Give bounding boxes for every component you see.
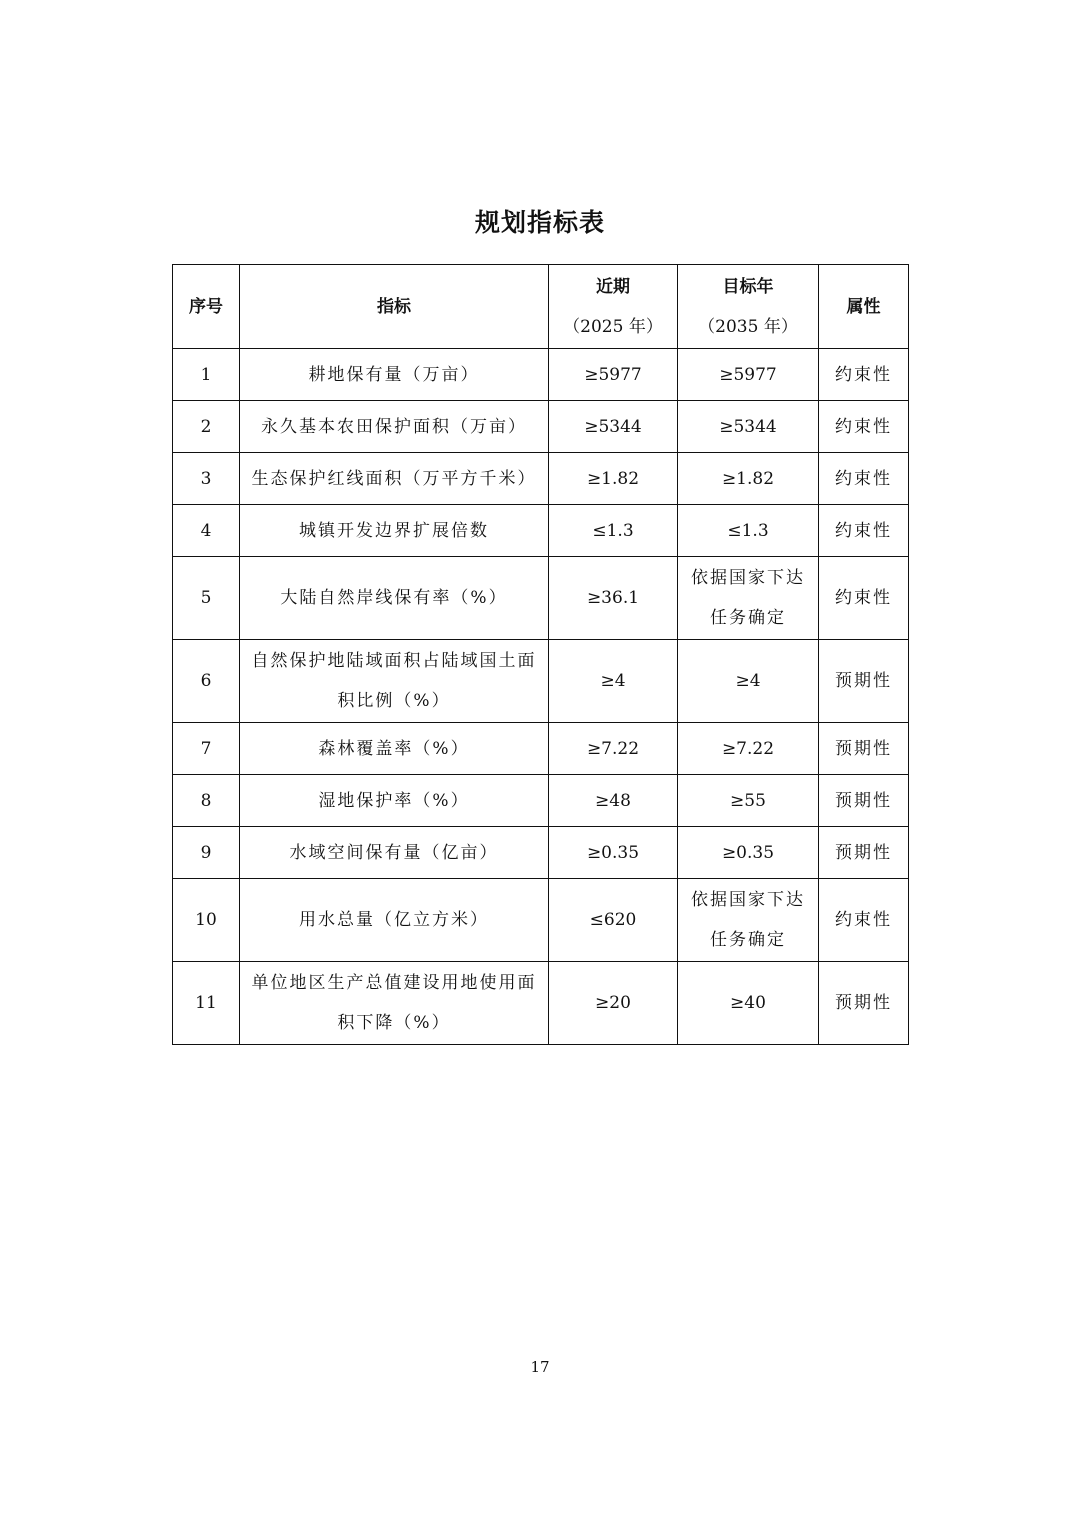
header-target-year-label: 目标年 xyxy=(722,276,774,297)
row-near-term: ≥5977 xyxy=(549,349,678,401)
row-no: 6 xyxy=(173,640,240,723)
row-no: 8 xyxy=(173,775,240,827)
header-near-term-year: （2025 年） xyxy=(563,316,663,337)
header-no: 序号 xyxy=(173,265,240,349)
row-near-term: ≥1.82 xyxy=(549,453,678,505)
row-target: ≥40 xyxy=(678,962,819,1045)
planning-indicator-table xyxy=(172,264,909,1045)
row-near-term: ≥36.1 xyxy=(549,557,678,640)
row-no: 11 xyxy=(173,962,240,1045)
table-row xyxy=(173,962,909,1045)
row-no: 7 xyxy=(173,723,240,775)
row-target: 依据国家下达任务确定 xyxy=(678,879,819,962)
row-target: ≥5344 xyxy=(678,401,819,453)
table-row xyxy=(173,879,909,962)
header-near-term xyxy=(549,265,678,349)
page-number: 17 xyxy=(530,1358,550,1376)
row-target: ≤1.3 xyxy=(678,505,819,557)
row-attribute: 约束性 xyxy=(819,557,909,640)
row-target: ≥4 xyxy=(678,640,819,723)
row-indicator: 城镇开发边界扩展倍数 xyxy=(240,505,549,557)
table-row xyxy=(173,640,909,723)
table-header-row xyxy=(173,265,909,349)
row-near-term: ≤1.3 xyxy=(549,505,678,557)
row-target: 依据国家下达任务确定 xyxy=(678,557,819,640)
row-near-term: ≥5344 xyxy=(549,401,678,453)
header-indicator: 指标 xyxy=(240,265,549,349)
header-target-year xyxy=(678,265,819,349)
row-attribute: 约束性 xyxy=(819,401,909,453)
row-no: 4 xyxy=(173,505,240,557)
row-no: 5 xyxy=(173,557,240,640)
row-attribute: 约束性 xyxy=(819,879,909,962)
table-row xyxy=(173,401,909,453)
row-attribute: 约束性 xyxy=(819,453,909,505)
row-attribute: 预期性 xyxy=(819,827,909,879)
row-target: ≥0.35 xyxy=(678,827,819,879)
row-near-term: ≥7.22 xyxy=(549,723,678,775)
row-indicator: 湿地保护率（%） xyxy=(240,775,549,827)
table-row xyxy=(173,349,909,401)
row-attribute: 预期性 xyxy=(819,775,909,827)
row-no: 3 xyxy=(173,453,240,505)
table-row xyxy=(173,827,909,879)
row-target: ≥1.82 xyxy=(678,453,819,505)
row-indicator: 单位地区生产总值建设用地使用面积下降（%） xyxy=(240,962,549,1045)
header-target-year-year: （2035 年） xyxy=(698,316,798,337)
row-indicator: 大陆自然岸线保有率（%） xyxy=(240,557,549,640)
row-indicator: 耕地保有量（万亩） xyxy=(240,349,549,401)
row-no: 1 xyxy=(173,349,240,401)
row-attribute: 预期性 xyxy=(819,723,909,775)
row-no: 2 xyxy=(173,401,240,453)
row-no: 10 xyxy=(173,879,240,962)
row-indicator: 用水总量（亿立方米） xyxy=(240,879,549,962)
header-near-term-label: 近期 xyxy=(596,276,630,297)
row-near-term: ≥20 xyxy=(549,962,678,1045)
row-near-term: ≥4 xyxy=(549,640,678,723)
table-row xyxy=(173,505,909,557)
row-target: ≥7.22 xyxy=(678,723,819,775)
row-attribute: 预期性 xyxy=(819,640,909,723)
row-attribute: 约束性 xyxy=(819,505,909,557)
row-indicator: 永久基本农田保护面积（万亩） xyxy=(240,401,549,453)
row-near-term: ≥0.35 xyxy=(549,827,678,879)
table-row xyxy=(173,453,909,505)
row-no: 9 xyxy=(173,827,240,879)
row-indicator: 自然保护地陆域面积占陆域国土面积比例（%） xyxy=(240,640,549,723)
row-indicator: 森林覆盖率（%） xyxy=(240,723,549,775)
table-row xyxy=(173,775,909,827)
row-indicator: 生态保护红线面积（万平方千米） xyxy=(240,453,549,505)
row-near-term: ≤620 xyxy=(549,879,678,962)
row-attribute: 约束性 xyxy=(819,349,909,401)
row-target: ≥5977 xyxy=(678,349,819,401)
row-target: ≥55 xyxy=(678,775,819,827)
row-near-term: ≥48 xyxy=(549,775,678,827)
header-attribute: 属性 xyxy=(819,265,909,349)
row-indicator: 水域空间保有量（亿亩） xyxy=(240,827,549,879)
table-row xyxy=(173,723,909,775)
table-row xyxy=(173,557,909,640)
row-attribute: 预期性 xyxy=(819,962,909,1045)
page-title: 规划指标表 xyxy=(474,208,605,237)
